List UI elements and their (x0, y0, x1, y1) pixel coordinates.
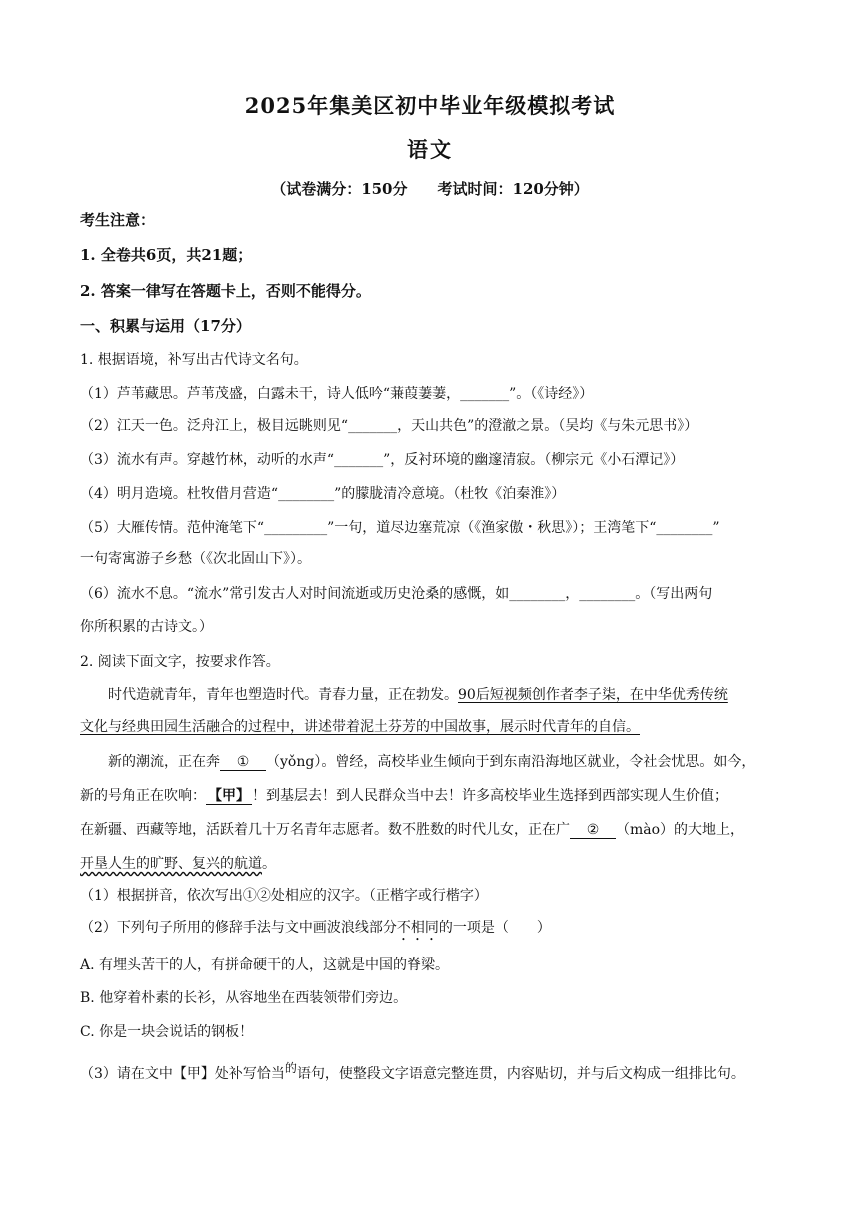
q2-sub-1: （1）根据拼音，依次写出①②处相应的汉字。（正楷字或行楷字） (80, 888, 488, 904)
q1-part-1: （1）芦苇藏思。芦苇茂盛，白露未干，诗人低吟“蒹葭萋萋，_______”。（《诗经》） (80, 386, 594, 402)
q1-part-3: （3）流水有声。穿越竹林，动听的水声“_______”，反衬环境的幽邃清寂。（柳宗元《小石潭记》） (80, 452, 685, 468)
sub2-text: （2）下列句子所用的修辞手法与文中画波浪线部分 (80, 920, 397, 936)
time-info: 考试时间：120分钟） (437, 180, 589, 198)
score-info: （试卷满分：150分 (271, 180, 408, 198)
dotted-emphasis: 不相同 (396, 920, 439, 936)
option-a: A. 有埋头苦干的人，有拼命硬干的人，这就是中国的脊梁。 (80, 957, 450, 973)
sub2-text: 的一项是（ ） (438, 920, 551, 936)
blank-1: ① (220, 754, 266, 771)
q1-part-5-line-2: 一句寄寓游子乡愁（《次北固山下》）。 (80, 551, 311, 567)
q2-sub-3 (80, 1061, 780, 1084)
q2-para2-line-2 (80, 786, 780, 806)
q1-part-6-line-2: 你所积累的古诗文。） (80, 619, 213, 635)
q2-stem: 2. 阅读下面文字，按要求作答。 (80, 654, 280, 670)
para2-text: （mào）的大地上， (616, 822, 745, 838)
para2-text: 。 (262, 856, 276, 872)
para2-text: ！到基层去！到人民群众当中去！许多高校毕业生选择到西部实现人生价值； (252, 788, 728, 804)
para2-text: 在新疆、西藏等地，活跃着几十万名青年志愿者。数不胜数的时代儿女，正在广 (80, 822, 570, 838)
sub3-superscript: 的 (284, 1061, 297, 1075)
exam-title: 2025年集美区初中毕业年级模拟考试 (244, 93, 616, 118)
q2-para1-line-1 (108, 685, 780, 705)
blank-jia: 【甲】 (208, 788, 250, 804)
para1-underlined-start: 90后短视频创作者李子柒，在中华优秀传统 (458, 687, 728, 703)
q1-part-5-line-1: （5）大雁传情。范仲淹笔下“_________”一句，道尽边塞荒凉（《渔家傲・秋思》）；王湾笔下“________” (80, 520, 720, 536)
q2-para1-line-2 (80, 717, 780, 737)
notice-item-1: 1. 全卷共6页，共21题； (80, 246, 253, 264)
blank-2: ② (570, 822, 616, 839)
para2-text: （yǒng）。曾经，高校毕业生倾向于到东南沿海地区就业，令社会忧思。如今， (266, 754, 756, 770)
q2-para2-line-1 (108, 752, 780, 772)
q1-part-6-line-1: （6）流水不息。“流水”常引发古人对时间流逝或历史沧桑的感慨，如________，________。（写出两句 (80, 586, 713, 602)
q2-para2-line-4 (80, 854, 780, 874)
option-b: B. 他穿着朴素的长衫，从容地坐在西装领带们旁边。 (80, 990, 408, 1006)
para1-plain: 时代造就青年，青年也塑造时代。青春力量，正在勃发。 (108, 687, 458, 703)
q1-part-2: （2）江天一色。泛舟江上，极目远眺则见“_______，天山共色”的澄澈之景。（吴均《与朱元思书》） (80, 418, 699, 434)
para2-text: 新的潮流，正在奔 (108, 754, 220, 770)
q1-part-4: （4）明月造境。杜牧借月营造“________”的朦胧清冷意境。（杜牧《泊秦淮》） (80, 486, 566, 502)
sub3-text: （3）请在文中【甲】处补写恰当 (80, 1066, 285, 1082)
para2-text: 新的号角正在吹响： (80, 788, 206, 804)
section-heading: 一、积累与运用（17分） (80, 317, 251, 335)
q2-para2-line-3 (80, 820, 780, 840)
para1-underlined-end: 文化与经典田园生活融合的过程中，讲述带着泥土芬芳的中国故事，展示时代青年的自信。 (80, 719, 640, 735)
option-c: C. 你是一块会说话的钢板！ (80, 1024, 254, 1040)
q1-stem: 1. 根据语境，补写出古代诗文名句。 (80, 352, 308, 368)
notice-label: 考生注意： (80, 211, 156, 229)
wavy-underlined-text: 开垦人生的旷野、复兴的航道 (80, 856, 262, 872)
notice-item-2: 2. 答案一律写在答题卡上，否则不能得分。 (80, 282, 371, 300)
q2-sub-2 (80, 918, 780, 944)
sub3-text: 语句，使整段文字语意完整连贯，内容贴切，并与后文构成一组排比句。 (296, 1066, 745, 1082)
exam-subject: 语文 (407, 137, 453, 162)
exam-meta (0, 178, 860, 199)
